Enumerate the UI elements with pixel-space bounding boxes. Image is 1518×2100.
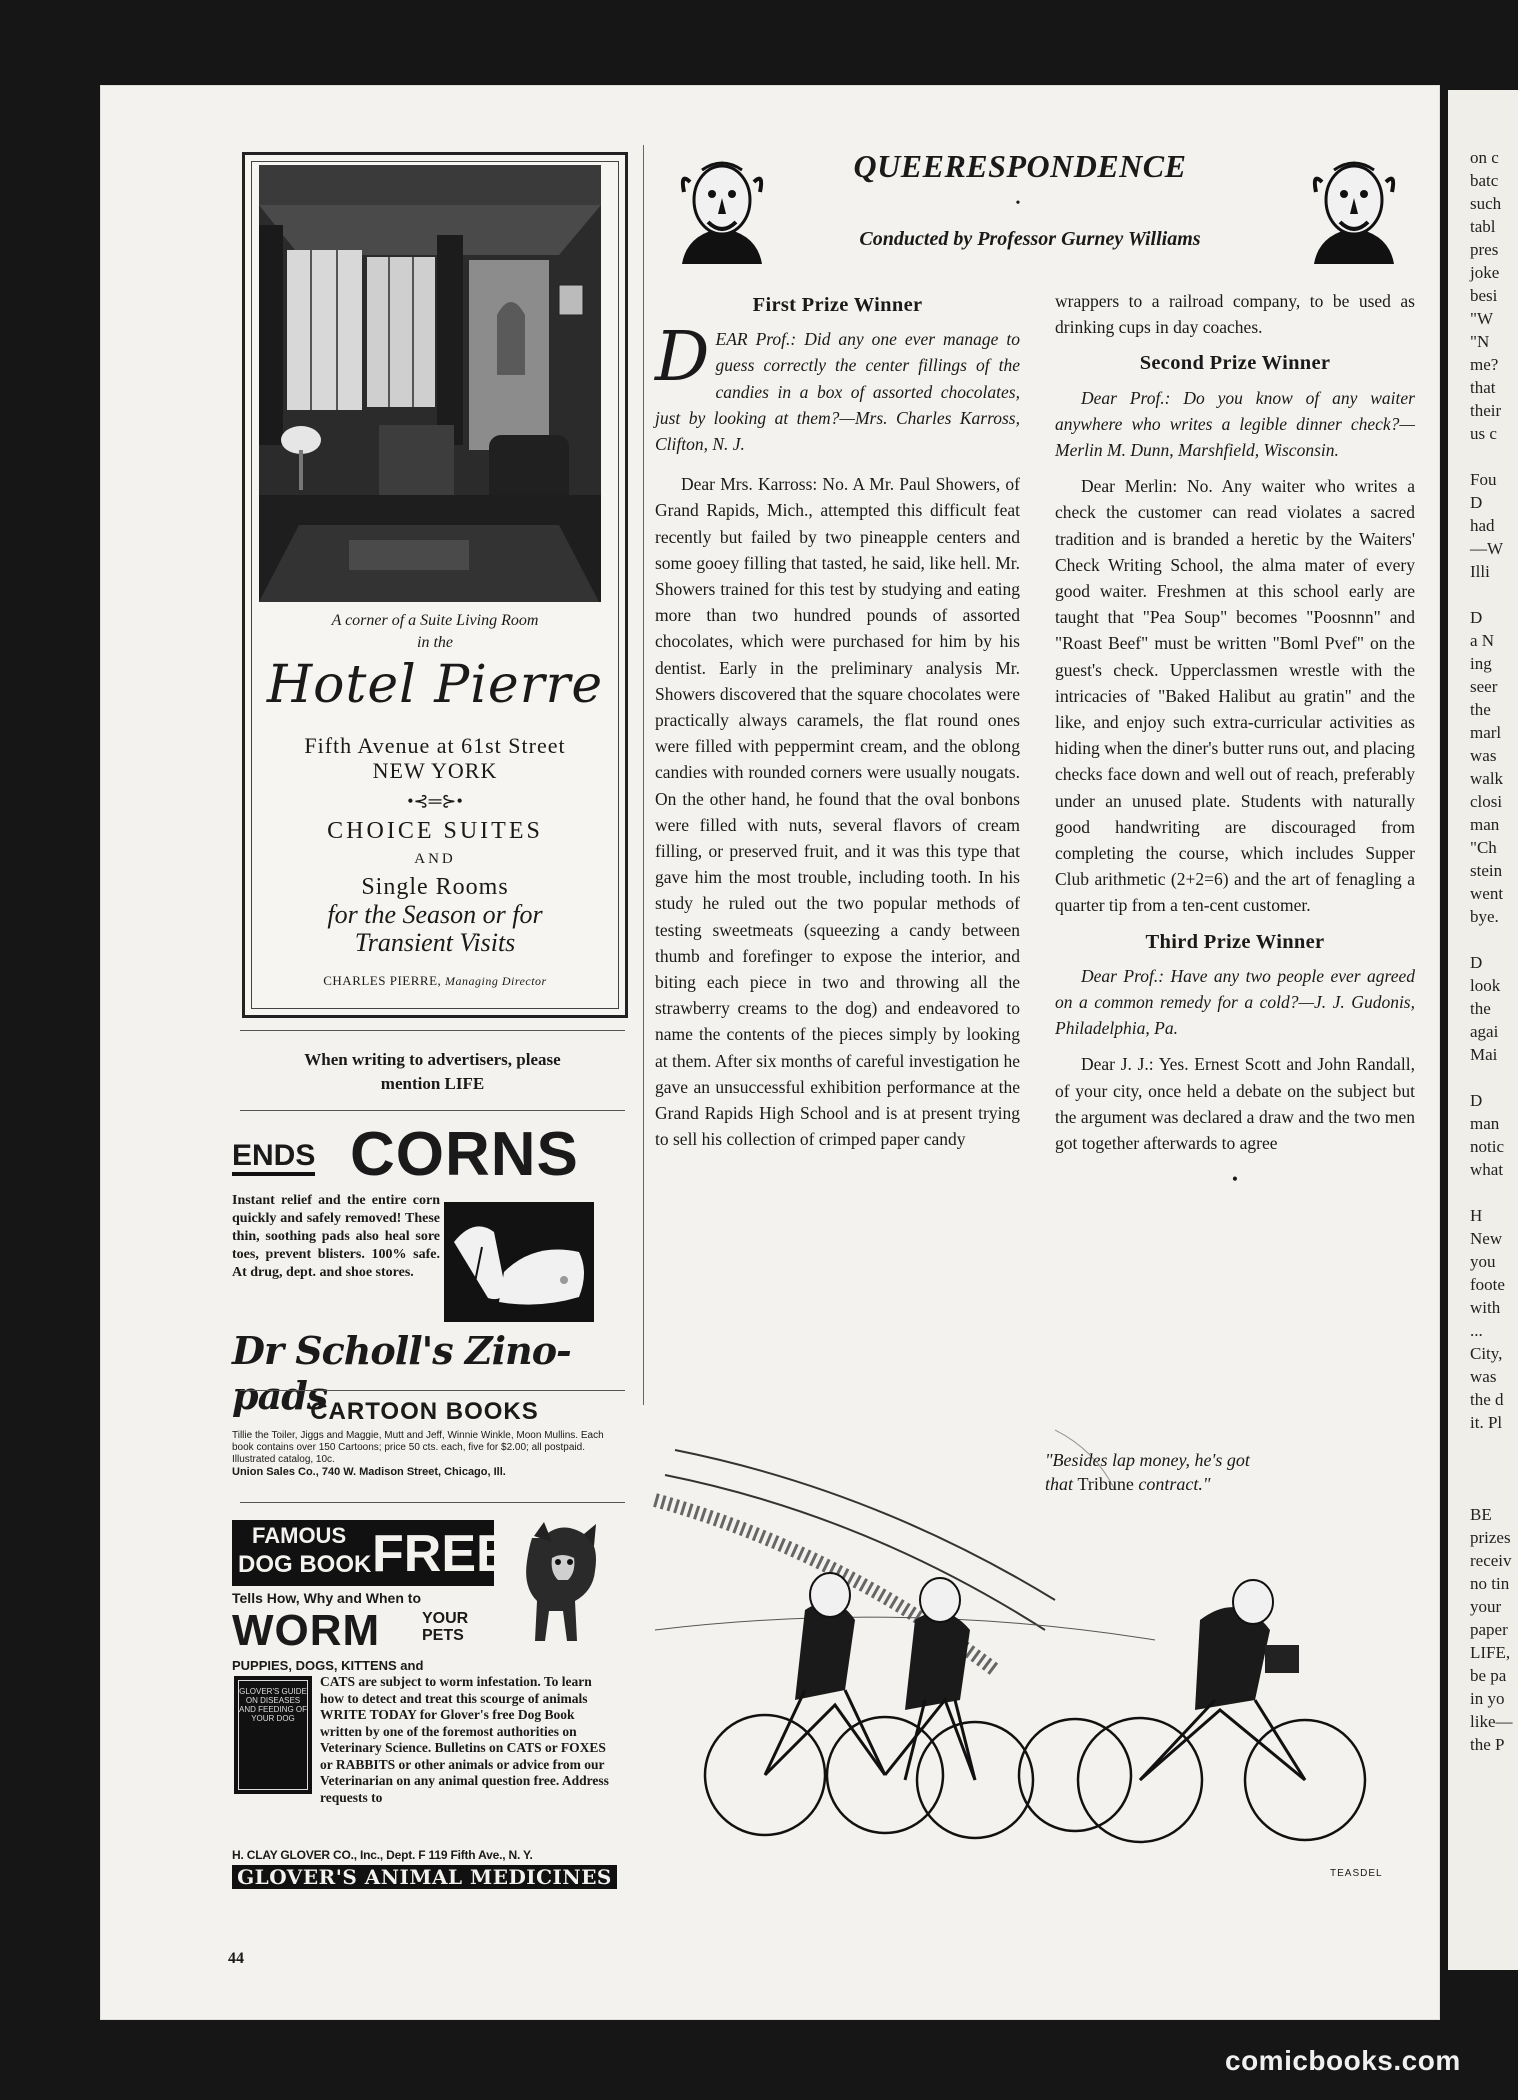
professor-portrait-left [672, 152, 772, 264]
adjacent-page-fragment: prizes [1470, 1528, 1511, 1547]
adjacent-page-fragment: agai [1470, 1022, 1499, 1041]
second-prize-heading: Second Prize Winner [1139, 352, 1331, 375]
director-title: Managing Director [445, 974, 547, 988]
adjacent-page-fragment: closi [1470, 792, 1503, 811]
column-byline: Conducted by Professor Gurney Williams [859, 228, 1201, 250]
dog-book-label: DOG BOOK [238, 1551, 372, 1578]
adjacent-page-fragment: marl [1470, 723, 1502, 742]
first-prize-answer: Dear Mrs. Karross: No. A Mr. Paul Showers, of Grand Rapids, Mich., attempted this difficult feat recently but failed by two pineapple centers and some gooey filling that tasted, he said, like hell. Mr. Showers trained for this test by studying and eating more than two hundred pounds of assorted chocolates, which were purchased for him by his dentist. Early in the preliminary analysis Mr. Showers discovered that the square chocolates were practically always caramels, the flat round ones were filled with peppermint cream, and the oblong candies with rounded corners were usually nougats. On the other hand, he found that the oval bonbons were filled with nuts, several flavors of cream filling, or preserved fruit, and it was this type that gave him the most trouble, including tooth. In his study he ruled out the two popular methods of testing sweetmeats (squeezing a candy between thumb and forefinger to expose the interior, and biting each piece in two and throwing all the strawberry creams to the dog) and endeavored to name the contents of the pieces simply by looking at them. After six months of careful investigation he gave an unsuccessful exhibition performance at the Grand Rapids High School and is at present trying to sell his collection of crimped paper candy [655, 474, 1020, 1150]
adjacent-page-fragment: it. Pl [1470, 1413, 1503, 1432]
offer-line: CHOICE SUITES [327, 818, 543, 844]
adjacent-page-fragment: their [1470, 401, 1502, 420]
hotel-pierre-ad [242, 152, 628, 1018]
caption-line [1045, 1472, 1345, 1496]
adjacent-page-fragment: a N [1470, 631, 1495, 650]
hotel-address [245, 733, 625, 783]
adjacent-page-fragment: the [1470, 700, 1491, 719]
divider [240, 1030, 625, 1031]
column-rule [643, 145, 644, 1405]
second-prize-answer: Dear Merlin: No. Any waiter who writes a check the customer can read violates a sacred tradition and is branded a heretic by the Waiters' Check Writing School, the alma mater of every good waiter. Freshmen at this school early are taught that "Pea Soup" becomes "Poosnnn" and "Roast Beef" must be written "Boml Pvef" on the guest's check. Upperclassmen wrestle with the intricacies of "Baked Halibut au gratin" and the like, and enjoy such extra-curricular activities as hiding when the diner's butter runs out, and placing checks face down and well out of reach, preferably under an unused plate. Students with naturally good handwriting are discouraged from completing the course, which includes Supper Club arithmetic (2+2=6) and the art of fenagling a quarter tip from a ten-cent customer. [1055, 476, 1415, 916]
drop-cap: D [655, 318, 710, 398]
title-bullet: • [1015, 196, 1021, 211]
adjacent-page-fragment: seer [1470, 677, 1498, 696]
adjacent-page-fragment: the d [1470, 1390, 1504, 1409]
adjacent-page-fragment: be pa [1470, 1666, 1507, 1685]
adjacent-page-fragment: pres [1470, 240, 1499, 259]
second-prize-question: Dear Prof.: Do you know of any waiter anywhere who writes a legible dinner check?—Merlin M. Dunn, Marshfield, Wisconsin. [1055, 387, 1415, 461]
professor-portrait-right [1304, 152, 1404, 264]
worm-headline: WORM [232, 1606, 381, 1655]
adjacent-page-fragment: notic [1470, 1137, 1504, 1156]
question-text: EAR Prof.: Did any one ever manage to guess correctly the center fillings of the candies in a box of assorted chocolates, just by looking at them?—Mrs. Charles Karross, Clifton, N. J. [655, 329, 1020, 455]
company-address: H. CLAY GLOVER CO., Inc., Dept. F 119 Fifth Ave., N. Y. [232, 1848, 533, 1862]
adjacent-page-fragment: ... [1470, 1321, 1483, 1340]
adjacent-page-fragment: "Ch [1470, 838, 1497, 857]
adjacent-page-fragment: on c [1470, 148, 1499, 167]
column-left [655, 288, 1020, 1163]
adjacent-page-fragment: D [1470, 608, 1483, 627]
adjacent-page-fragment: BE [1470, 1505, 1492, 1524]
adjacent-page-fragment: you [1470, 1252, 1496, 1271]
cyclists-cartoon [655, 1430, 1380, 1880]
adjacent-page-fragment: like— [1470, 1712, 1513, 1731]
adjacent-page-fragment: Mai [1470, 1045, 1498, 1064]
advertisers-note [240, 1048, 625, 1096]
your-label: YOUR [422, 1610, 469, 1627]
corns-body: Instant relief and the entire corn quickly and safely removed! These thin, soothing pads also heal sore toes, prevent blisters. 100% safe. At drug, dept. and shoe stores. [232, 1193, 440, 1280]
note-line: mention LIFE [380, 1074, 485, 1093]
adjacent-page-fragment: "W [1470, 309, 1493, 328]
adjacent-page-fragment: ing [1470, 654, 1492, 673]
column-title: QUEERESPONDENCE [853, 148, 1187, 184]
address-line: Fifth Avenue at 61st Street [304, 733, 566, 758]
column-right [1055, 288, 1415, 1193]
adjacent-page-fragment: "N [1470, 332, 1490, 351]
caption-word: contract." [1138, 1474, 1211, 1494]
corns-headline: CORNS [350, 1120, 579, 1189]
puppy-illustration [512, 1518, 612, 1648]
offer-line: AND [414, 851, 456, 867]
adjacent-page-fragment: the P [1470, 1735, 1505, 1754]
cartoon-books-ad [232, 1398, 617, 1478]
foot-illustration [444, 1202, 594, 1322]
director-name: CHARLES PIERRE, [323, 973, 442, 988]
adjacent-page-fragment: besi [1470, 286, 1498, 305]
adjacent-page-fragment: had [1470, 516, 1495, 535]
adjacent-page-fragment: bye. [1470, 907, 1499, 926]
adjacent-page-fragment: LIFE, [1470, 1643, 1511, 1662]
guide-book-title: GLOVER'S GUIDE ON DISEASES AND FEEDING OF YOUR DOG [238, 1680, 308, 1790]
adjacent-page-fragment: what [1470, 1160, 1504, 1179]
suite-living-room-photo [259, 165, 601, 602]
pets-label: PETS [422, 1627, 464, 1644]
dog-ad-body: CATS are subject to worm infestation. To learn how to detect and treat this scourge of animals WRITE TODAY for Glover's free Dog Book written by one of the foremost authorities on Veterinary Science. Bulletins on CATS or FOXES or RABBITS or other animals or advice from our Veterinarian on any animal question free. Address requests to [320, 1674, 609, 1805]
first-prize-question [655, 318, 1020, 457]
adjacent-page-fragment: walk [1470, 769, 1504, 788]
adjacent-page-fragment: batc [1470, 171, 1499, 190]
adjacent-page-fragment: Fou [1470, 470, 1497, 489]
adjacent-page-fragment: that [1470, 378, 1496, 397]
adjacent-page-fragment: was [1470, 1367, 1497, 1386]
glovers-bar: GLOVER'S ANIMAL MEDICINES [232, 1865, 617, 1889]
adjacent-page-fragment: receiv [1470, 1551, 1512, 1570]
adjacent-page-fragment: —W [1470, 539, 1504, 558]
adjacent-page-fragment: paper [1470, 1620, 1508, 1639]
tells-line: Tells How, Why and When to [232, 1590, 421, 1606]
guide-book-cover [234, 1676, 312, 1794]
offer-line: Single Rooms [361, 874, 509, 900]
caption-line: "Besides lap money, he's got [1045, 1450, 1250, 1470]
divider [240, 1110, 625, 1111]
adjacent-page-fragment: me? [1470, 355, 1499, 374]
adjacent-page-fragment: in yo [1470, 1689, 1505, 1708]
adjacent-page-fragment: New [1470, 1229, 1503, 1248]
divider [240, 1502, 625, 1503]
your-pets [422, 1610, 468, 1644]
adjacent-page-fragment: look [1470, 976, 1501, 995]
glovers-dog-book-ad [232, 1518, 617, 1890]
adjacent-page-fragment: the [1470, 999, 1491, 1018]
cartoon-caption [1045, 1448, 1345, 1496]
famous-label: FAMOUS [252, 1523, 347, 1548]
adjacent-page-fragment: tabl [1470, 217, 1496, 236]
adjacent-page-fragment: your [1470, 1597, 1502, 1616]
adjacent-page-fragment: with [1470, 1298, 1501, 1317]
caption-line: in the [417, 634, 453, 651]
end-bullet: • [1231, 1169, 1239, 1190]
hotel-name: Hotel Pierre [266, 655, 604, 715]
watermark: comicbooks.com [1225, 2045, 1461, 2076]
caption-word: Tribune [1077, 1474, 1134, 1494]
cartoon-books-headline: CARTOON BOOKS [310, 1398, 539, 1425]
photo-caption [245, 610, 625, 654]
adjacent-page-fragment: was [1470, 746, 1497, 765]
animals-line: PUPPIES, DOGS, KITTENS and [232, 1658, 424, 1673]
first-prize-heading: First Prize Winner [752, 294, 923, 316]
hotel-offer [245, 817, 625, 957]
first-prize-answer-continued: wrappers to a railroad company, to be used as drinking cups in day coaches. [1055, 291, 1415, 338]
third-prize-question: Dear Prof.: Have any two people ever agreed on a common remedy for a cold?—J. J. Gudonis, Philadelphia, Pa. [1055, 965, 1415, 1039]
adjacent-page-fragment: joke [1470, 263, 1500, 282]
famous-dog-book-banner [232, 1520, 511, 1586]
caption-line: A corner of a Suite Living Room [331, 612, 539, 629]
page-number: 44 [228, 1950, 244, 1967]
third-prize-heading: Third Prize Winner [1145, 930, 1325, 953]
third-prize-answer: Dear J. J.: Yes. Ernest Scott and John Randall, of your city, once held a debate on the subject but the argument was declared a draw and the two men got together afterwards to agree [1055, 1054, 1415, 1154]
ends-label: ENDS [232, 1140, 315, 1176]
artist-signature: TEASDEL [1330, 1868, 1383, 1879]
adjacent-page-fragment: man [1470, 815, 1500, 834]
adjacent-page-fragment: Illi [1470, 562, 1490, 581]
note-line: When writing to advertisers, please [304, 1050, 561, 1069]
cartoon-books-address: Union Sales Co., 740 W. Madison Street, Chicago, Ill. [232, 1466, 506, 1478]
ornament-divider: •⊰═⊱• [407, 791, 463, 811]
caption-word: that [1045, 1474, 1074, 1494]
adjacent-page-fragment: man [1470, 1114, 1500, 1133]
offer-line: for the Season or for [327, 900, 543, 929]
adjacent-page-fragment: no tin [1470, 1574, 1510, 1593]
adjacent-page-edge [1448, 90, 1518, 1970]
adjacent-page-fragment: City, [1470, 1344, 1503, 1363]
adjacent-page-fragment: foote [1470, 1275, 1505, 1294]
dr-scholls-brand: Dr Scholl's Zino-pads [232, 1328, 571, 1418]
cartoon-books-body: Tillie the Toiler, Jiggs and Maggie, Mutt and Jeff, Winnie Winkle, Moon Mullins. Each book contains over 150 Cartoons; price 50 cts. each, five for $2.00; all postpaid. Illustrated catalog, 10c. [232, 1430, 604, 1465]
adjacent-page-fragment: went [1470, 884, 1504, 903]
divider [240, 1390, 625, 1391]
adjacent-page-fragment: such [1470, 194, 1502, 213]
free-label: FREE [372, 1525, 511, 1583]
address-city: NEW YORK [372, 758, 498, 783]
adjacent-page-fragment: H [1470, 1206, 1483, 1225]
adjacent-page-fragment: D [1470, 493, 1483, 512]
managing-director [245, 973, 625, 989]
adjacent-page-fragment: stein [1470, 861, 1503, 880]
adjacent-page-fragment: D [1470, 953, 1483, 972]
adjacent-page-fragment: us c [1470, 424, 1497, 443]
offer-line: Transient Visits [354, 928, 516, 957]
adjacent-page-fragment: D [1470, 1091, 1483, 1110]
